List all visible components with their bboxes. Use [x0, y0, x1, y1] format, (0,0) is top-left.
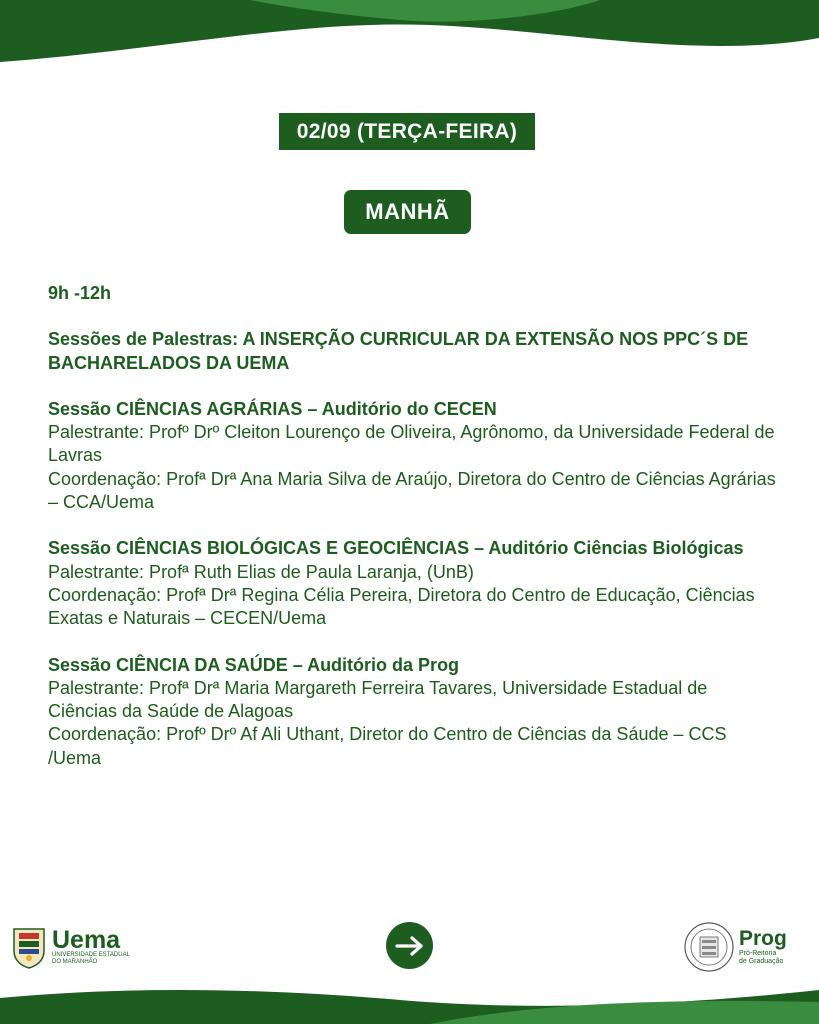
date-label: 02/09 (TERÇA-FEIRA)	[279, 113, 535, 150]
session-speaker: Palestrante: Profª Drª Maria Margareth Ferreira Tavares, Universidade Estadual de Ciências da Saúde de Alagoas	[48, 677, 708, 722]
time-range: 9h -12h	[48, 283, 112, 303]
top-wave-decoration	[0, 0, 819, 70]
session-speaker: Palestrante: Profº Drº Cleiton Lourenço de Oliveira, Agrônomo, da Universidade Federal de Lavras	[48, 422, 775, 466]
prog-seal-icon	[683, 919, 735, 975]
period-label: MANHÃ	[344, 190, 471, 234]
bottom-wave-decoration	[0, 984, 819, 1024]
session-coordination: Coordenação: Profª Drª Regina Célia Pereira, Diretora do Centro de Educação, Ciências Exatas e Naturais – CECEN/Uema	[48, 584, 755, 629]
prog-wordmark: Prog	[739, 927, 787, 950]
uema-wordmark: Uema	[52, 926, 121, 954]
session-heading: Sessão CIÊNCIAS AGRÁRIAS – Auditório do CECEN	[48, 398, 497, 419]
session-speaker: Palestrante: Profª Ruth Elias de Paula Laranja, (UnB)	[48, 561, 474, 582]
session-block	[48, 537, 778, 630]
session-heading: Sessão CIÊNCIA DA SAÚDE – Auditório da Prog	[48, 654, 460, 675]
session-block	[48, 654, 778, 770]
arrow-right-icon	[395, 935, 425, 957]
session-coordination: Coordenação: Profº Drº Af Ali Uthant, Diretor do Centro de Ciências da Sáude – CCS /Uema	[48, 724, 727, 768]
session-heading: Sessão CIÊNCIAS BIOLÓGICAS E GEOCIÊNCIAS – Auditório Ciências Biológicas	[48, 538, 744, 559]
event-title: Sessões de Palestras: A INSERÇÃO CURRICULAR DA EXTENSÃO NOS PPC´S DE BACHARELADOS DA UEMA	[48, 329, 749, 373]
uema-logo	[10, 925, 130, 969]
next-button[interactable]	[386, 922, 433, 969]
uema-subtitle-2: DO MARANHÃO	[52, 959, 98, 965]
prog-subtitle-1: Pró-Reitoria	[739, 950, 777, 957]
uema-crest-icon	[10, 925, 48, 969]
session-coordination: Coordenação: Profª Drª Ana Maria Silva de Araújo, Diretora do Centro de Ciências Agrárias – CCA/Uema	[48, 468, 776, 513]
prog-logo	[683, 919, 787, 975]
session-block	[48, 398, 778, 514]
schedule-content	[48, 282, 778, 770]
prog-subtitle-2: de Graduação	[739, 958, 784, 965]
uema-subtitle-1: UNIVERSIDADE ESTADUAL	[52, 952, 130, 958]
